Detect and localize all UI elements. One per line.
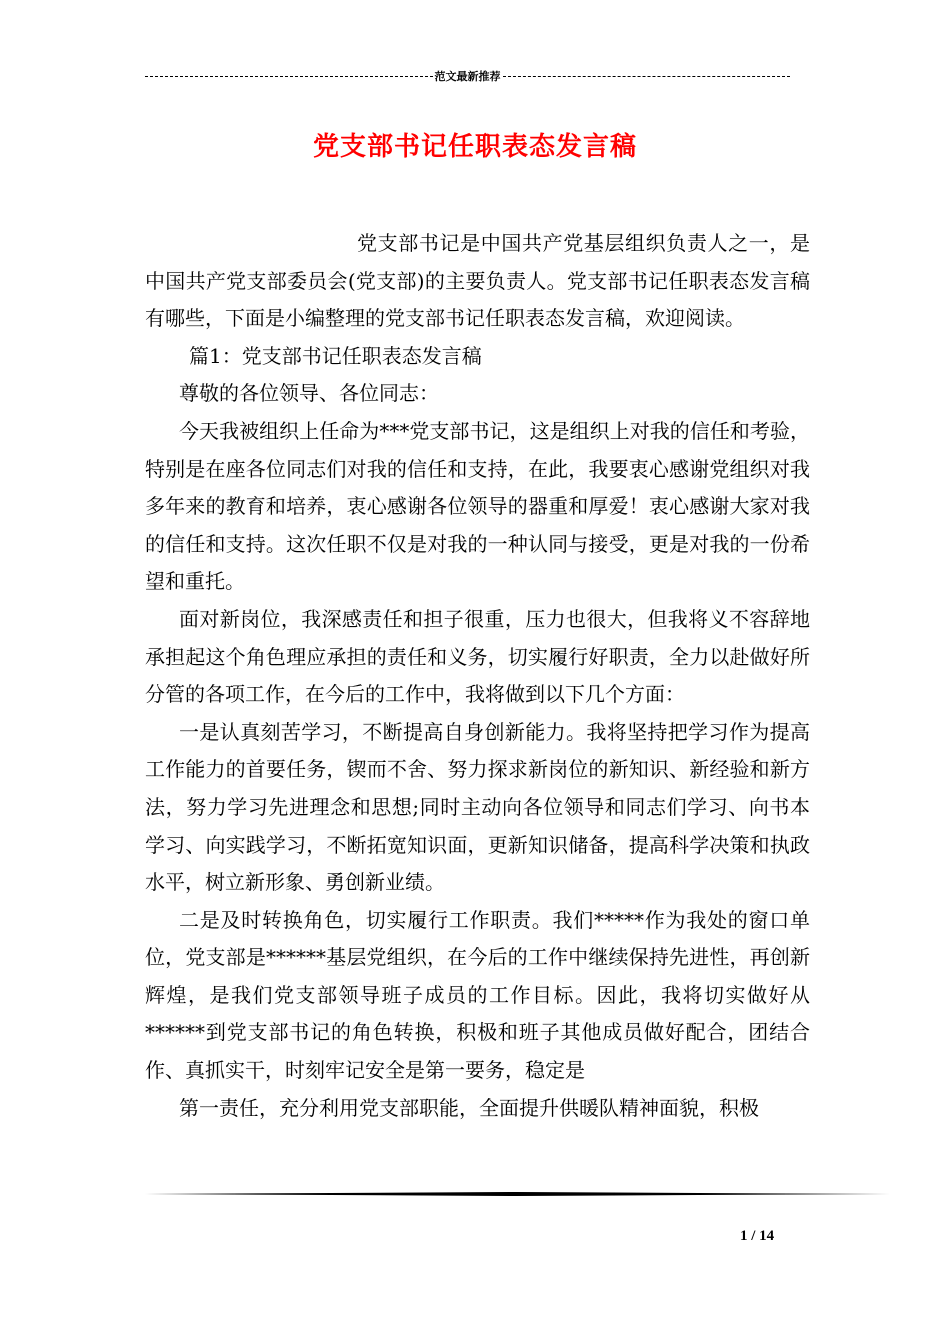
- body-paragraph: 二是及时转换角色，切实履行工作职责。我们*****作为我处的窗口单位，党支部是******基层党组织，在今后的工作中继续保持先进性，再创新辉煌，是我们党支部领导班子成员的工作目标。因此，我将切实做好从******到党支部书记的角色转换，积极和班子其他成员做好配合，团结合作、真抓实干，时刻牢记安全是第一要务，稳定是: [145, 907, 810, 1083]
- intro-paragraph: 党支部书记是中国共产党基层组织负责人之一，是中国共产党支部委员会(党支部)的主要负责人。党支部书记任职表态发言稿有哪些，下面是小编整理的党支部书记任职表态发言稿，欢迎阅读。: [145, 231, 810, 331]
- page-separator: /: [747, 1228, 760, 1244]
- body-paragraph: 一是认真刻苦学习，不断提高自身创新能力。我将坚持把学习作为提高工作能力的首要任务，锲而不舍、努力探求新岗位的新知识、新经验和新方法，努力学习先进理念和思想;同时主动向各位领导和同志们学习、向书本学习、向实践学习，不断拓宽知识面，更新知识储备，提高科学决策和执政水平，树立新形象、勇创新业绩。: [145, 719, 810, 895]
- footer-divider: [145, 1192, 890, 1196]
- body-paragraph: 今天我被组织上任命为***党支部书记，这是组织上对我的信任和考验，特别是在座各位同志们对我的信任和支持，在此，我要衷心感谢党组织对我多年来的教育和培养，衷心感谢各位领导的器重和厚爱！衷心感谢大家对我的信任和支持。这次任职不仅是对我的一种认同与接受，更是对我的一份希望和重托。: [145, 418, 810, 594]
- page-total: 14: [759, 1228, 775, 1244]
- salutation: 尊敬的各位领导、各位同志：: [179, 381, 439, 406]
- page-header: [145, 66, 790, 86]
- page-current: 1: [740, 1228, 748, 1244]
- header-dash-right: [503, 76, 791, 77]
- document-body: [145, 225, 810, 1127]
- header-label: 范文最新推荐: [434, 70, 501, 83]
- body-paragraph: 面对新岗位，我深感责任和担子很重，压力也很大，但我将义不容辞地承担起这个角色理应承担的责任和义务，切实履行好职责，全力以赴做好所分管的各项工作，在今后的工作中，我将做到以下几个方面：: [145, 606, 810, 707]
- chapter-heading: 篇1：党支部书记任职表态发言稿: [189, 343, 482, 368]
- body-paragraph: 第一责任，充分利用党支部职能，全面提升供暖队精神面貌，积极: [179, 1095, 759, 1120]
- document-title: 党支部书记任职表态发言稿: [312, 132, 637, 162]
- header-dash-left: [145, 76, 433, 77]
- page-number: [740, 1228, 774, 1245]
